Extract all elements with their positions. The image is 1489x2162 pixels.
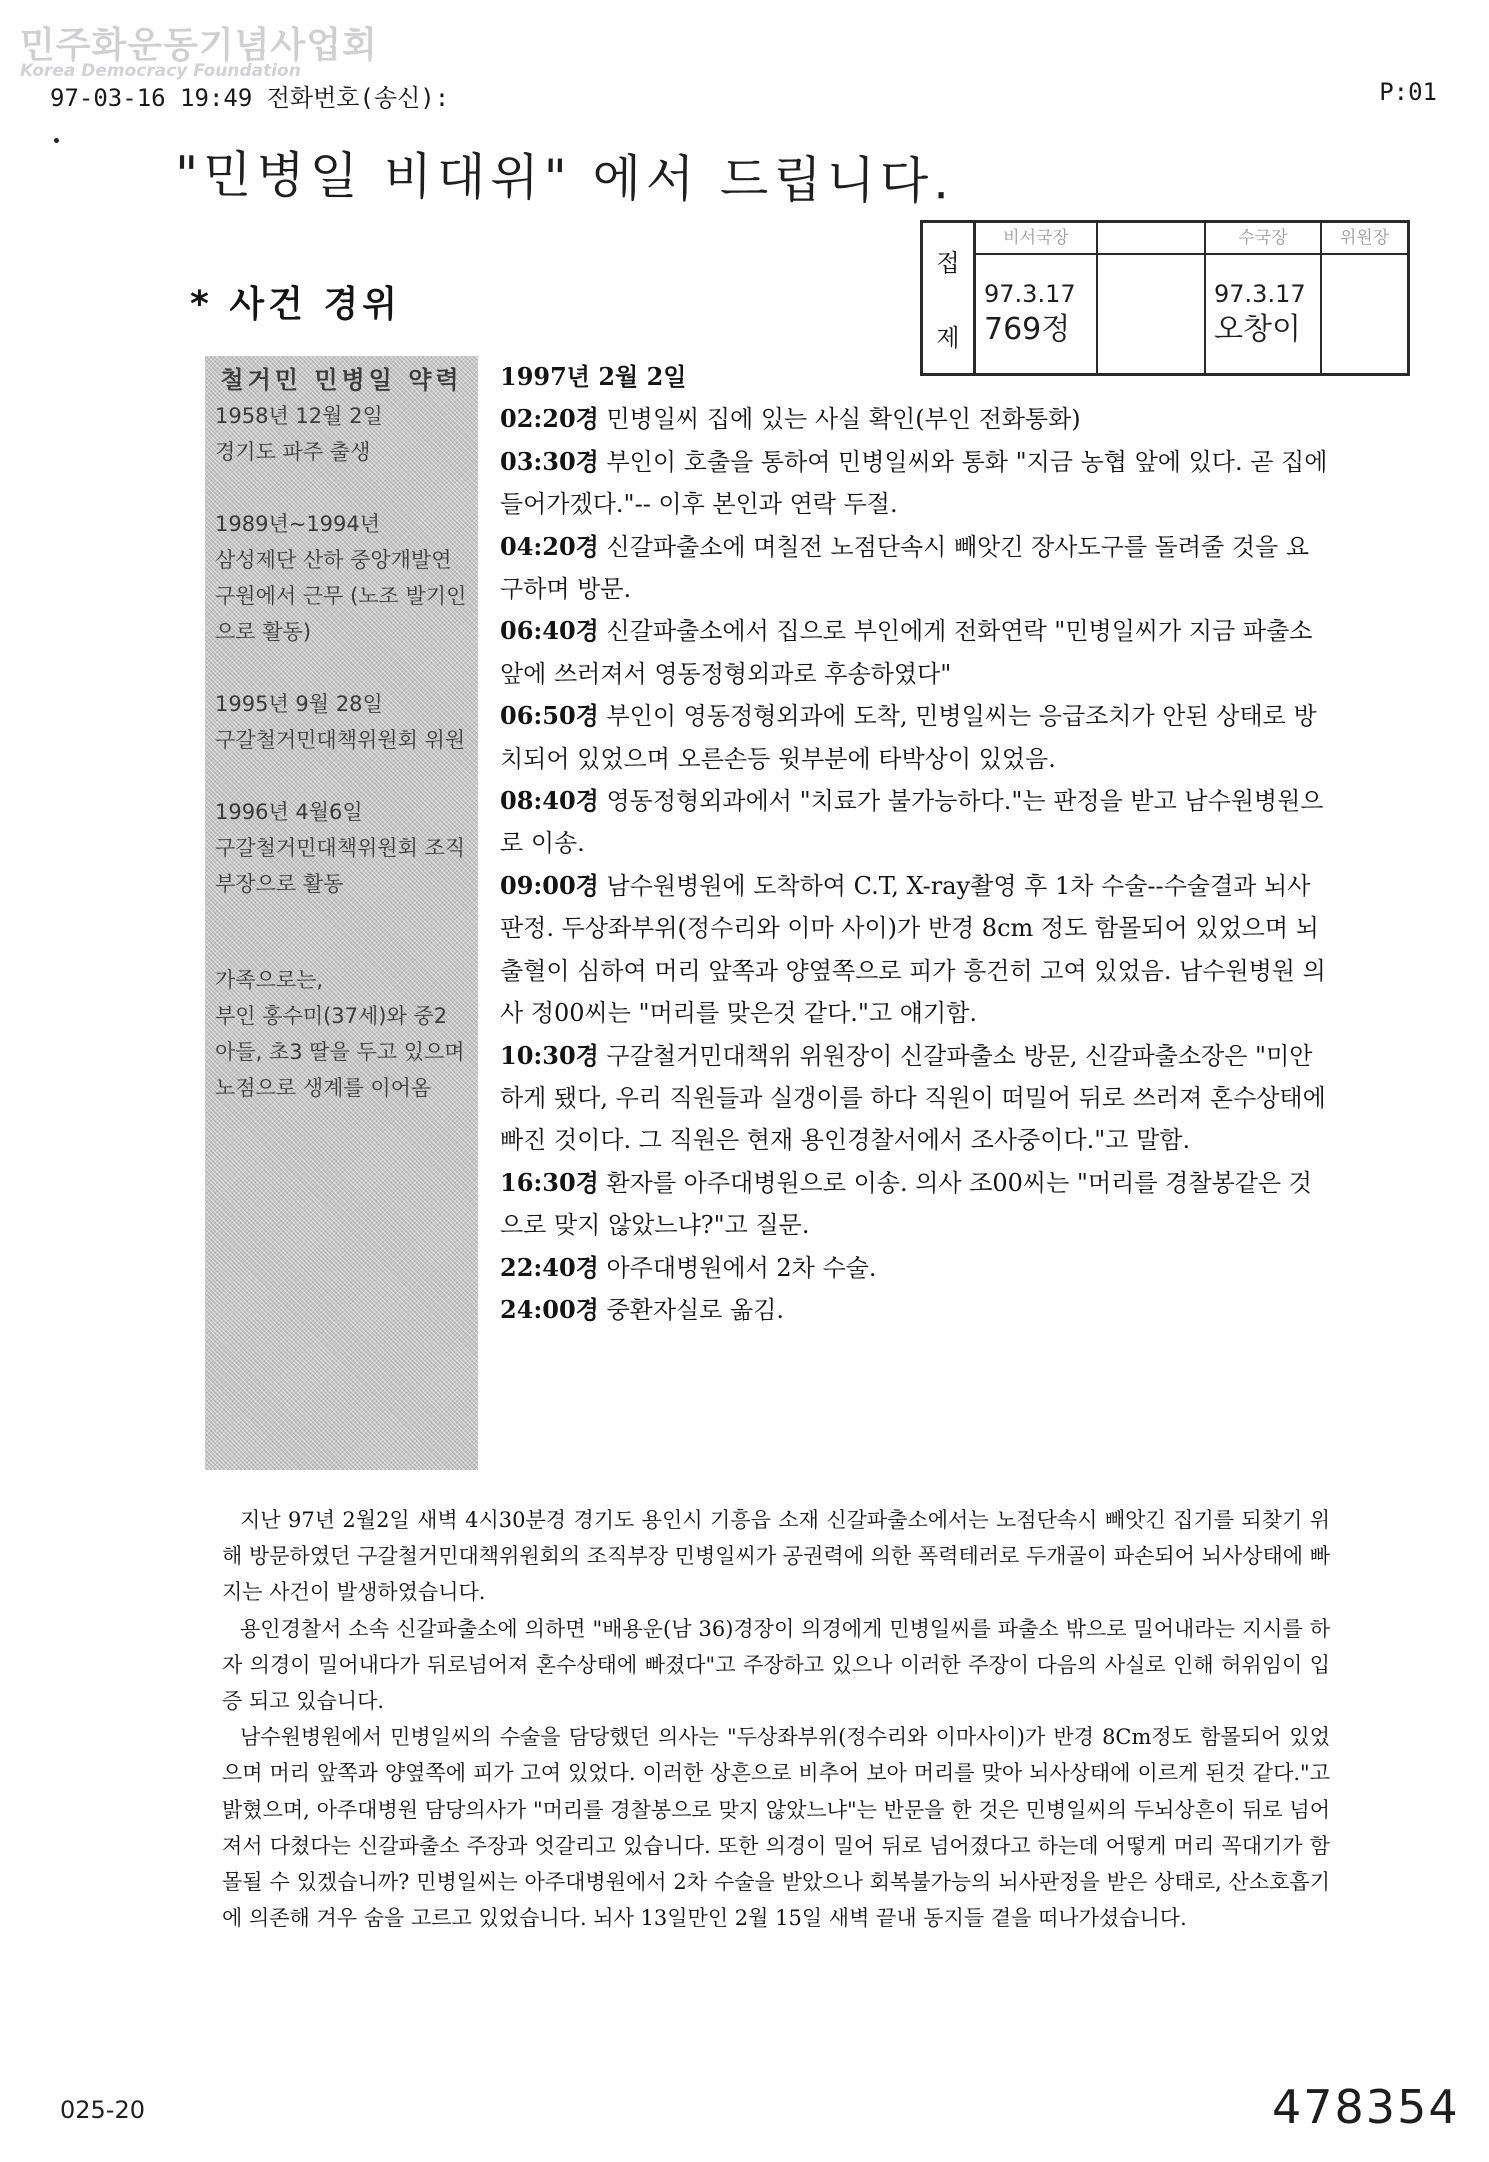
sidebar-entry-text: 삼성제단 산하 중앙개발연구원에서 근무 (노조 발기인으로 활동): [215, 548, 467, 644]
sidebar-entry-text: 경기도 파주 출생: [215, 440, 371, 464]
event-text: 부인이 호출을 통하여 민병일씨와 통화 "지금 농협 앞에 있다. 곧 집에 들어가겠다."-- 이후 본인과 연락 두절.: [500, 447, 1328, 519]
timeline-event: [500, 1289, 1330, 1331]
timeline-event: [500, 695, 1330, 780]
approval-column-header: 비서국장: [976, 223, 1096, 255]
sidebar-entry-text: 구갈철거민대책위원회 위원: [215, 728, 466, 752]
event-text: 환자를 아주대병원으로 이송. 의사 조00씨는 "머리를 경찰봉같은 것으로 맞지 않았느냐?"고 질문.: [500, 1168, 1312, 1240]
fax-header-line: 97-03-16 19:49 전화번호(송신):: [50, 84, 450, 112]
sidebar-entry-date: 1989년~1994년: [215, 512, 381, 536]
event-time: 10:30경: [500, 1040, 599, 1070]
event-text: 아주대병원에서 2차 수술.: [606, 1253, 877, 1282]
body-text: [222, 1502, 1330, 1936]
incident-timeline: [500, 356, 1330, 1331]
timeline-event: [500, 526, 1330, 611]
event-text: 구갈철거민대책위 위원장이 신갈파출소 방문, 신갈파출소장은 "미안하게 됐다, 우리 직원들과 실갱이를 하다 직원이 떠밀어 뒤로 쓰러져 혼수상태에 빠진 것이다. 그 직원은 현재 용인경찰서에서 조사중이다."고 말함.: [500, 1041, 1326, 1155]
sidebar-entry: [215, 686, 468, 758]
timeline-event: [500, 398, 1330, 440]
event-time: 09:00경: [500, 870, 599, 900]
timeline-event: [500, 1162, 1330, 1247]
approval-stamp-box: [920, 220, 1410, 376]
approval-signature: 오창이: [1214, 312, 1301, 347]
timeline-event: [500, 441, 1330, 526]
body-paragraph: 남수원병원에서 민병일씨의 수술을 담당했던 의사는 "두상좌부위(정수리와 이마사이)가 반경 8Cm정도 함몰되어 있었으며 머리 앞쪽과 양옆쪽에 피가 고여 있었다. 이러한 상흔으로 비추어 보아 머리를 맞아 뇌사상태에 이르게 된것 같다."고 밝혔으며, 아주대병원 담당의사가 "머리를 경찰봉으로 맞지 않았느냐"는 반문을 한 것은 민병일씨의 두뇌상흔이 뒤로 넘어져서 다쳤다는 신갈파출소 주장과 엇갈리고 있습니다. 또한 의경이 밀어 뒤로 넘어졌다고 하는데 어떻게 머리 꼭대기가 함몰될 수 있겠습니까? 민병일씨는 아주대병원에서 2차 수술을 받았으나 회복불가능의 뇌사판정을 받은 상태로, 산소호흡기에 의존해 겨우 숨을 고르고 있었습니다. 뇌사 13일만인 2월 15일 새벽 끝내 동지들 곁을 떠나가셨습니다.: [222, 1725, 1330, 1931]
sidebar-title: 철거민 민병일 약력: [220, 366, 463, 394]
event-time: 02:20경: [500, 404, 599, 434]
sidebar-entry-date: 1996년 4월6일: [215, 800, 363, 824]
fax-page-number: P:01: [1379, 78, 1437, 106]
event-text: 신갈파출소에 며칠전 노점단속시 빼앗긴 장사도구를 돌려줄 것을 요구하며 방문.: [500, 532, 1310, 604]
watermark: [20, 26, 378, 80]
event-time: 08:40경: [500, 786, 599, 816]
timeline-event: [500, 1035, 1330, 1162]
sidebar-entry-text: 부인 홍수미(37세)와 중2 아들, 초3 딸을 두고 있으며 노점으로 생계를 이어옴: [215, 1004, 465, 1100]
event-time: 06:50경: [500, 701, 599, 731]
timeline-date: 1997년 2월 2일: [500, 362, 687, 391]
approval-side-label: [923, 223, 976, 373]
event-time: 06:40경: [500, 616, 599, 646]
event-text: 민병일씨 집에 있는 사실 확인(부인 전화통화): [606, 405, 1081, 434]
body-paragraph: 용인경찰서 소속 신갈파출소에 의하면 "배용운(남 36)경장이 의경에게 민병일씨를 파출소 밖으로 밀어내라는 지시를 하자 의경이 밀어내다가 뒤로넘어져 혼수상태에 빠졌다"고 주장하고 있으나 이러한 주장이 다음의 사실로 인해 허위임이 입증 되고 있습니다.: [222, 1616, 1330, 1714]
timeline-event: [500, 865, 1330, 1035]
event-time: 22:40경: [500, 1252, 599, 1282]
approval-date: 97.3.17: [1214, 280, 1306, 308]
watermark-english: Korea Democracy Foundation: [20, 61, 301, 81]
archive-ref-left: 025-20: [60, 2096, 146, 2124]
body-paragraph: 지난 97년 2월2일 새벽 4시30분경 경기도 용인시 기흥읍 소재 신갈파출소에서는 노점단속시 빼앗긴 집기를 되찾기 위해 방문하였던 구갈철거민대책위원회의 조직부장 민병일씨가 공권력에 의한 폭력테러로 두개골이 파손되어 뇌사상태에 빠지는 사건이 발생하였습니다.: [222, 1508, 1331, 1605]
timeline-event: [500, 780, 1330, 865]
event-text: 신갈파출소에서 집으로 부인에게 전화연락 "민병일씨가 지금 파출소앞에 쓰러져서 영동정형외과로 후송하였다": [500, 617, 1313, 688]
sidebar-entry: [215, 506, 468, 650]
event-time: 03:30경: [500, 446, 599, 476]
event-time: 04:20경: [500, 531, 599, 561]
stray-mark: [54, 138, 59, 143]
event-text: 영동정형외과에서 "치료가 불가능하다."는 판정을 받고 남수원병원으로 이송.: [500, 787, 1324, 858]
event-time: 16:30경: [500, 1167, 599, 1197]
approval-column: [1322, 223, 1407, 373]
sidebar-entry: [215, 794, 468, 902]
approval-column: [976, 223, 1098, 373]
sidebar-entry-text: 구갈철거민대책위원회 조직부장으로 활동: [215, 836, 466, 896]
archive-ref-number: 478354: [1272, 2080, 1460, 2134]
event-text: 중환자실로 옮김.: [606, 1295, 785, 1324]
approval-side-bottom: 제: [936, 324, 960, 352]
sidebar-entry: [215, 398, 468, 470]
approval-column-header: 위원장: [1322, 223, 1407, 255]
biography-sidebar: [205, 356, 478, 1470]
event-text: 남수원병원에 도착하여 C.T, X-ray촬영 후 1차 수술--수술결과 뇌사 판정. 두상좌부위(정수리와 이마 사이)가 반경 8cm 정도 함몰되어 있었으며 뇌출혈이 심하여 머리 앞쪽과 양옆쪽으로 피가 흥건히 고여 있었음. 남수원병원 의사 정00씨는 "머리를 맞은것 같다."고 얘기함.: [500, 871, 1326, 1028]
handwritten-note: "민병일 비대위" 에서 드립니다.: [174, 145, 955, 211]
watermark-korean: 민주화운동기념사업회: [20, 25, 378, 66]
sidebar-entry-date: 가족으로는,: [215, 968, 324, 992]
sidebar-entry: [215, 962, 468, 1106]
section-title: * 사건 경위: [190, 284, 401, 325]
sidebar-entry-date: 1958년 12월 2일: [215, 404, 383, 428]
approval-column: [1098, 223, 1206, 373]
approval-column-header: [1098, 223, 1204, 255]
sidebar-entry-date: 1995년 9월 28일: [215, 692, 383, 716]
event-time: 24:00경: [500, 1294, 599, 1324]
timeline-event: [500, 610, 1330, 695]
approval-date: 97.3.17: [984, 280, 1076, 308]
approval-signature: 769정: [984, 312, 1071, 347]
event-text: 부인이 영동정형외과에 도착, 민병일씨는 응급조치가 안된 상태로 방치되어 있었으며 오른손등 윗부분에 타박상이 있었음.: [500, 702, 1317, 773]
approval-side-top: 접: [936, 249, 960, 277]
approval-column: [1206, 223, 1322, 373]
approval-column-header: 수국장: [1206, 223, 1320, 255]
timeline-event: [500, 1247, 1330, 1289]
